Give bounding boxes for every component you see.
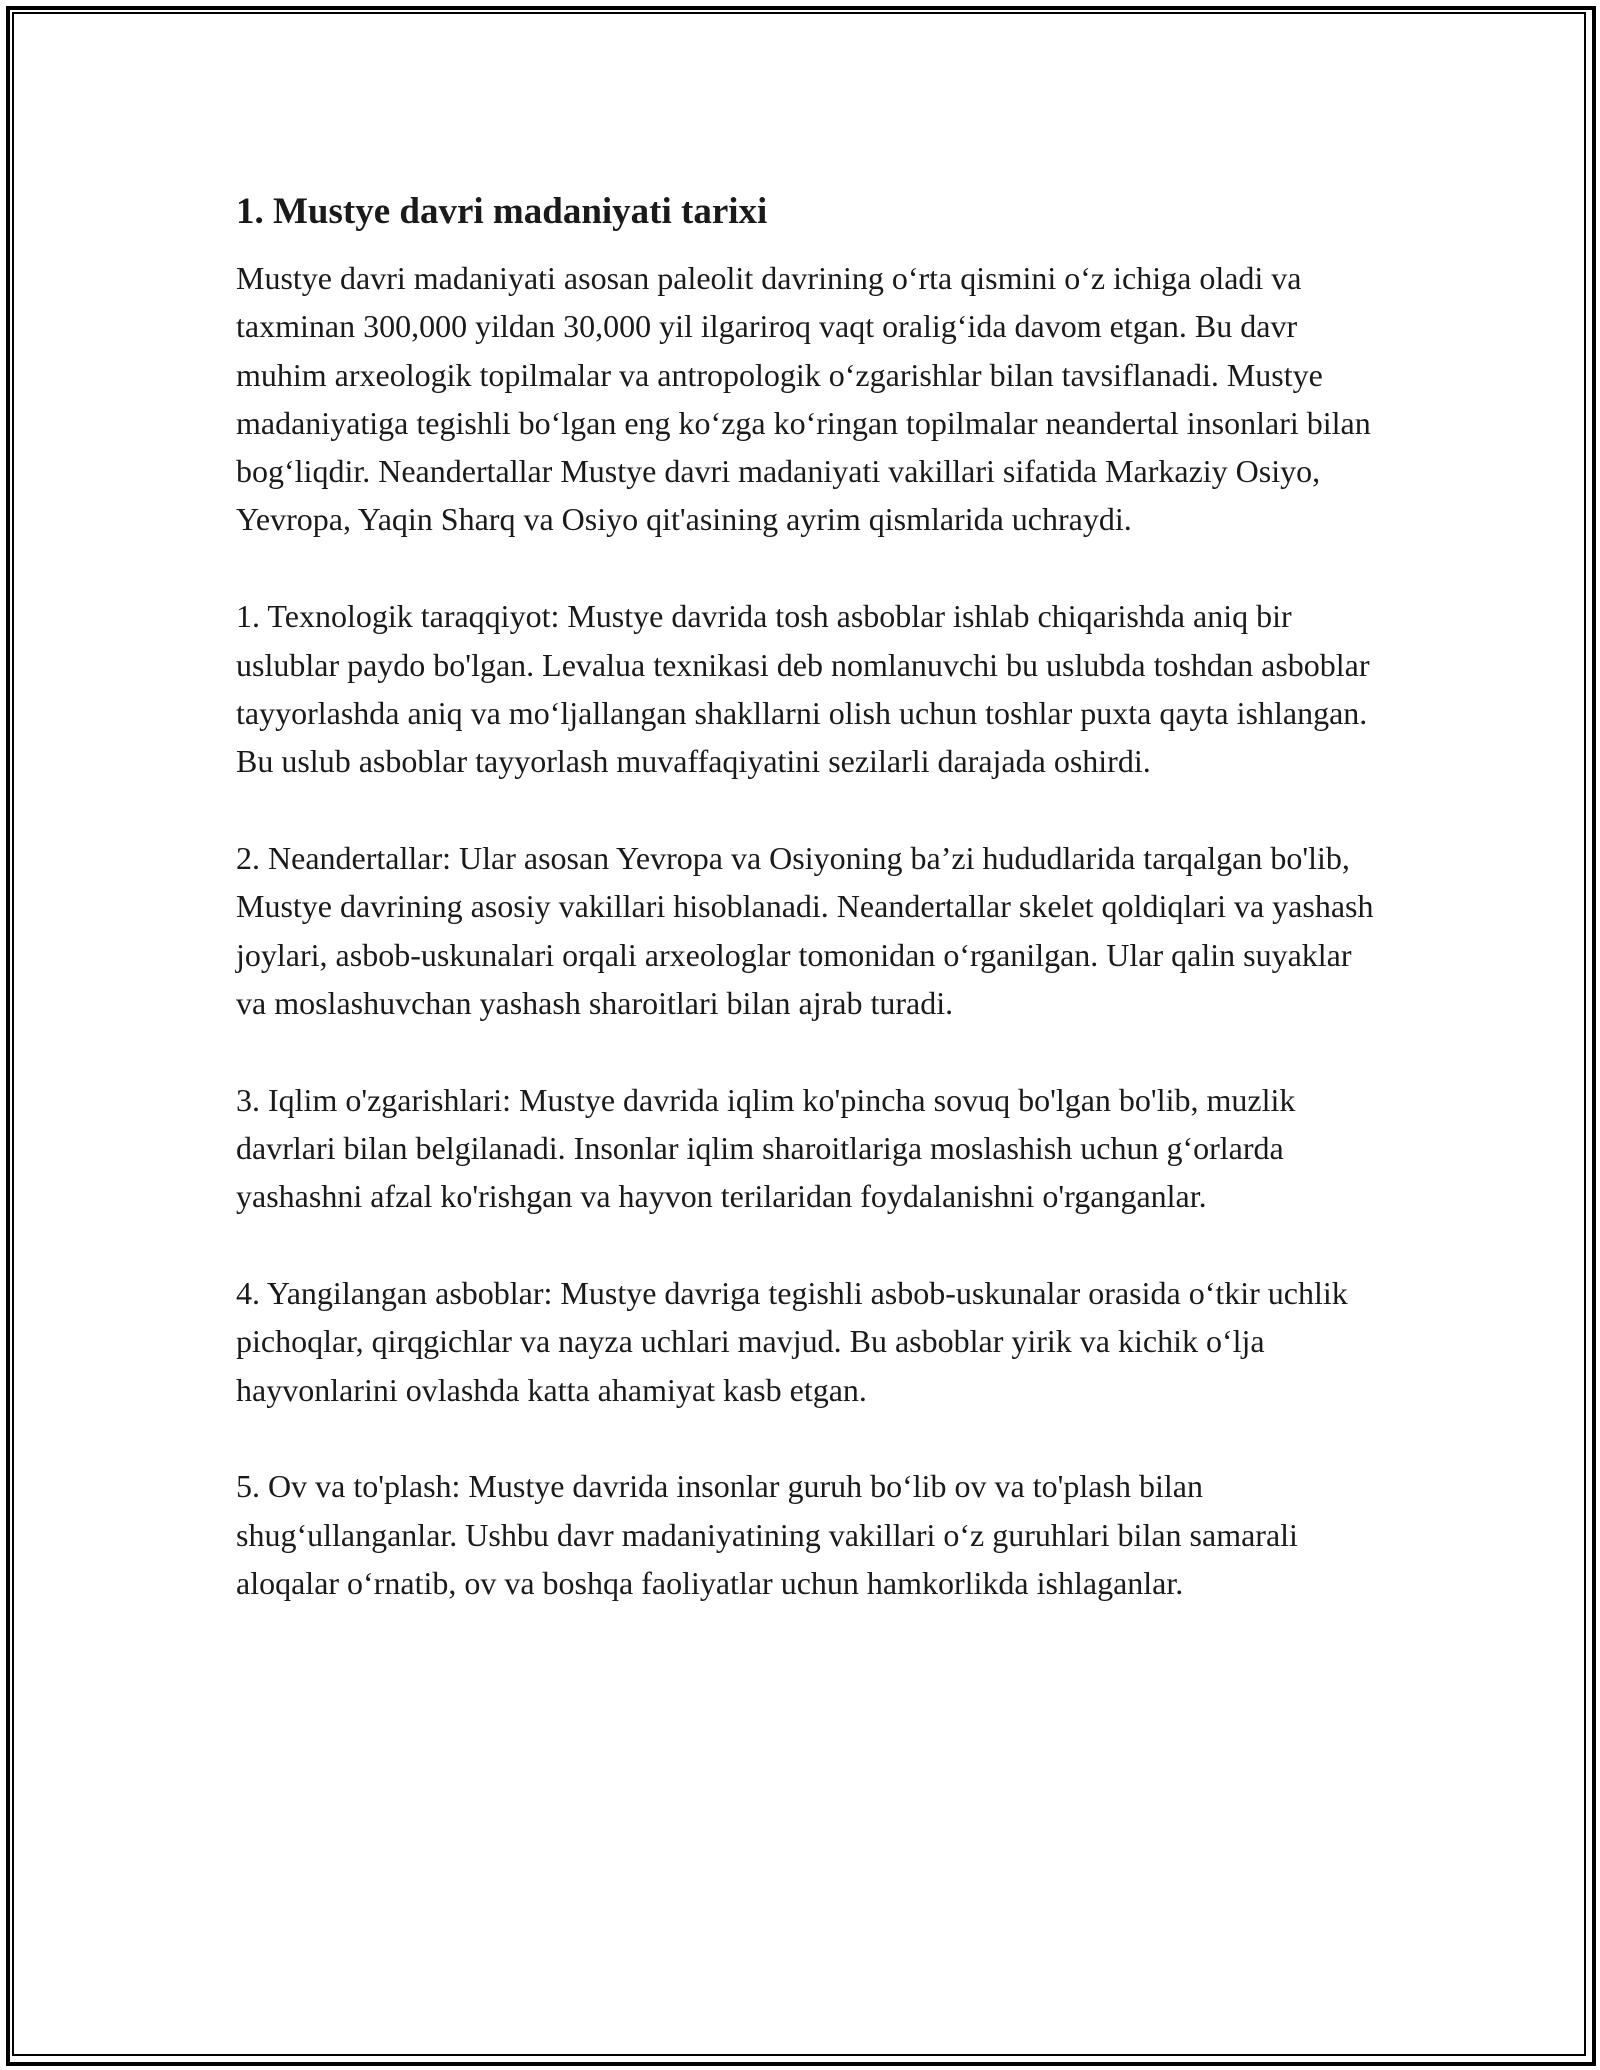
paragraph-hunting-gathering: 5. Ov va to'plash: Mustye davrida insonlar guruh bo‘lib ov va to'plash bilan shug‘ullanganlar. Ushbu davr madaniyatining vakillari o‘z guruhlari bilan samarali aloqalar o‘rnatib, ov va boshqa faoliyatlar uchun hamkorlikda ishlaganlar. — [236, 1468, 1298, 1602]
paragraph-neanderthals: 2. Neandertallar: Ular asosan Yevropa va Osiyoning ba’zi hududlarida tarqalgan bo'lib, Mustye davrining asosiy vakillari hisoblanadi. Neandertallar skelet qoldiqlari va yashash joylari, asbob-uskunalari orqali arxeologlar tomonidan o‘rganilgan. Ular qalin suyaklar va moslashuvchan yashash sharoitlari bilan ajrab turadi. — [236, 839, 1374, 1021]
paragraph-technological-progress: 1. Texnologik taraqqiyot: Mustye davrida tosh asboblar ishlab chiqarishda aniq bir uslublar paydo bo'lgan. Levalua texnikasi deb nomlanuvchi bu uslubda toshdan asboblar tayyorlashda aniq va mo‘ljallangan shakllarni olish uchun toshlar puxta qayta ishlangan. Bu uslub asboblar tayyorlash muvaffaqiyatini sezilarli darajada oshirdi. — [236, 598, 1370, 780]
paragraph-improved-tools: 4. Yangilangan asboblar: Mustye davriga tegishli asbob-uskunalar orasida o‘tkir uchlik pichoqlar, qirqgichlar va nayza uchlari mavjud. Bu asboblar yirik va kichik o‘lja hayvonlarini ovlashda katta ahamiyat kasb etgan. — [236, 1275, 1348, 1408]
document-title: 1. Mustye davri madaniyati tarixi — [236, 191, 768, 232]
paragraph-climate-changes: 3. Iqlim o'zgarishlari: Mustye davrida iqlim ko'pincha sovuq bo'lgan bo'lib, muzlik davrlari bilan belgilanadi. Insonlar iqlim sharoitlariga moslashish uchun g‘orlarda yashashni afzal ko'rishgan va hayvon terilaridan foydalanishni o'rganganlar. — [236, 1081, 1296, 1215]
document-body — [236, 188, 1376, 1656]
intro-paragraph: Mustye davri madaniyati asosan paleolit davrining o‘rta qismini o‘z ichiga oladi va taxminan 300,000 yildan 30,000 yil ilgariroq vaqt oralig‘ida davom etgan. Bu davr muhim arxeologik topilmalar va antropologik o‘zgarishlar bilan tavsiflanadi. Mustye madaniyatiga tegishli bo‘lgan eng ko‘zga ko‘ringan topilmalar neandertal insonlari bilan bog‘liqdir. Neandertallar Mustye davri madaniyati vakillari sifatida Markaziy Osiyo, Yevropa, Yaqin Sharq va Osiyo qit'asining ayrim qismlarida uchraydi. — [236, 260, 1371, 538]
